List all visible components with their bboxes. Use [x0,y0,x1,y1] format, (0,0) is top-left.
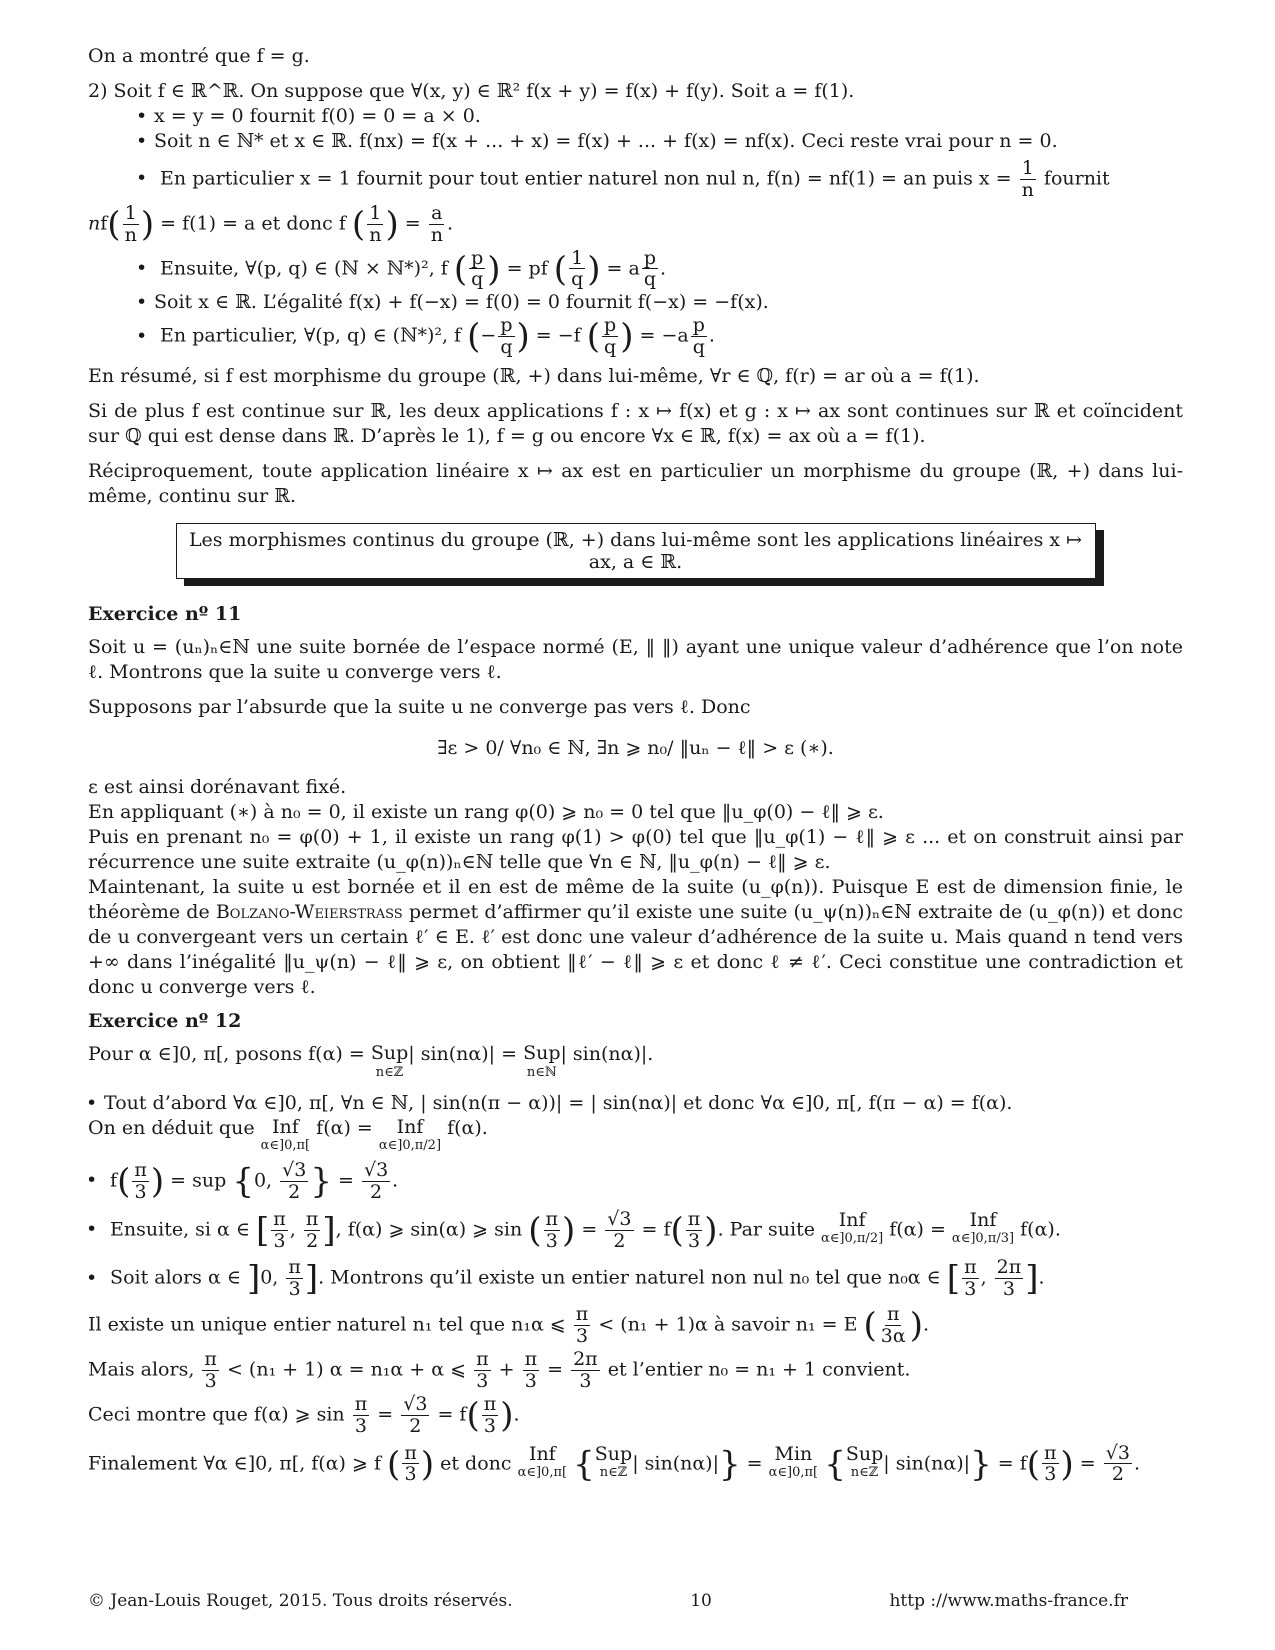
ex12-deduce-text: On en déduit que [88,1116,255,1139]
inf-operator-5: Inf [528,1442,556,1465]
q2-bullet-3-text-b: fournit [1043,167,1110,190]
ex11-line-1: ε est ainsi dorénavant fixé. [88,776,347,799]
ex12-line-1: Il existe un unique entier naturel n₁ tel que n₁α ⩽ $\frac{\pi}{3}$ < (n₁ + 1)α à savoir n₁ = E ( $\frac{\pi}{3\alpha}$ ). [88,1303,930,1348]
ex12-line-3: Ceci montre que f(α) ⩾ sin $\frac{\pi}{3}$ = $\frac{√3}{2}$ = f( $\frac{\pi}{3}$ ). [88,1392,520,1437]
footer-url[interactable]: http ://www.maths-france.fr [889,1591,1128,1611]
ex12-bullet-3-c: . Par suite [717,1218,815,1241]
ex12-bullet-4: • Soit alors α ∈ ]0, $\frac{\pi}{3}$ ]. Montrons qu’il existe un entier naturel non nul n₀ tel que n₀α ∈ [ $\frac{\pi}{3}$ , $\frac{2\pi}{3}$ ]. [88,1257,1183,1300]
domain-full-3: α∈]0,π[ [768,1465,819,1481]
ex11-line-4-a: Maintenant, la suite u est bornée et il en est de même de la suite (u_φ(n)). Puisque E est de dimension finie, le théorème de [88,876,1183,924]
page-content [88,44,1183,1624]
q2-bullet-6: • En particulier, ∀(p, q) ∈ (ℕ*)², f (− $\frac{p}{q}$ ) = −f ( $\frac{p}{q}$ ) = −a $\frac{p}{q}$ . [116,315,1183,358]
paragraph-conclusion-fg: On a montré que f = g. [88,45,310,67]
ex12-bullet-2: • f( $\frac{\pi}{3}$ ) = sup {0, $\frac{√3}{2}$ } = $\frac{√3}{2}$ . [88,1160,1183,1203]
q2-summary: En résumé, si f est morphisme du groupe (ℝ, +) dans lui-même, ∀r ∈ ℚ, f(r) = ar où a = f(1). [88,365,980,388]
question-2-intro: 2) Soit f ∈ ℝ^ℝ. On suppose que ∀(x, y) ∈ ℝ² f(x + y) = f(x) + f(y). Soit a = f(1). [88,80,855,102]
ex12-bullet-1: • Tout d’abord ∀α ∈]0, π[, ∀n ∈ ℕ, | sin(n(π − α))| = | sin(nα)| et donc ∀α ∈]0, π[, f(π − α) = f(α). [88,1091,1183,1116]
index-n-in-N: n∈ℕ [526,1064,557,1080]
index-n-in-Z: n∈ℤ [375,1064,404,1080]
ex11-line-3: Puis en prenant n₀ = φ(0) + 1, il existe un rang φ(1) > φ(0) tel que ‖u_φ(1) − ℓ‖ ⩾ ε ... et on construit ainsi par récurrence une suite extraite (u_φ(n))ₙ∈ℕ telle que ∀n ∈ ℕ, ‖u_φ(n) − ℓ‖ ⩾ ε. [88,826,1183,874]
ex12-line-2: Mais alors, $\frac{\pi}{3}$ < (n₁ + 1) α = n₁α + α ⩽ $\frac{\pi}{3}$ + $\frac{\pi}{3}$ = $\frac{2\pi}{3}$ et l’entier n₀ = n₁ + 1 convient. [88,1348,911,1392]
sup-operator: Sup [370,1042,409,1065]
sup-operator-4: Sup [845,1442,884,1465]
ex12-deduce: On en déduit que Inf α∈]0,π[ f(α) = Inf α∈]0,π/2] f(α). [88,1115,488,1154]
ex12-final-a: Finalement ∀α ∈]0, π[, f(α) ⩾ f [88,1451,381,1474]
sup-label: = sup [170,1169,227,1192]
ex11-equation: ∃ε > 0/ ∀n₀ ∈ ℕ, ∃n ⩾ n₀/ ‖uₙ − ℓ‖ > ε (∗). [437,737,834,760]
page-footer [88,1591,1128,1611]
ex12-definition: Pour α ∈]0, π[, posons f(α) = Sup n∈ℤ | sin(nα)| = Sup n∈ℕ | sin(nα)|. [88,1042,654,1080]
sup-operator-2: Sup [523,1042,561,1065]
inf-operator-4: Inf [969,1208,997,1231]
ex12-bullet-4-a: Soit alors α ∈ [110,1266,241,1289]
ex12-bullet-3-a: Ensuite, si α ∈ [110,1218,250,1241]
fraction-1-over-n: $\frac{1}{n}$ [1021,157,1034,201]
ex12-line-1-b: < (n₁ + 1)α à savoir n₁ = E [598,1313,858,1336]
exercise-12-title: Exercice nº 12 [88,1010,242,1033]
q2-bullet-3-text-c: = f(1) = a et donc f [160,212,346,235]
domain-half-2: α∈]0,π/2] [821,1231,884,1247]
q2-bullet-1: • x = y = 0 fournit f(0) = 0 = a × 0. [116,104,1183,129]
ex11-paragraph-2: Supposons par l’absurde que la suite u ne converge pas vers ℓ. Donc [88,696,751,719]
ex12-line-1-a: Il existe un unique entier naturel n₁ tel que n₁α ⩽ [88,1313,566,1336]
domain-half: α∈]0,π/2] [378,1138,442,1154]
q2-continuity: Si de plus f est continue sur ℝ, les deux applications f : x ↦ f(x) et g : x ↦ ax sont continues sur ℝ et coïncident sur ℚ qui est dense dans ℝ. D’après le 1), f = g ou encore ∀x ∈ ℝ, f(x) = ax où a = f(1). [88,400,1183,448]
f-alpha-4: f(α) [1020,1218,1055,1241]
ex12-line-3-text: Ceci montre que f(α) ⩾ sin [88,1403,345,1426]
ex12-bullet-3-b: , f(α) ⩾ sin(α) ⩾ sin [335,1218,523,1241]
abs-sin-term-2: | sin(nα)| [560,1043,648,1066]
q2-reciprocal: Réciproquement, toute application linéaire x ↦ ax est en particulier un morphisme du groupe (ℝ, +) dans lui-même, continu sur ℝ. [88,460,1183,508]
ex12-bullet-4-b: . Montrons qu’il existe un entier naturel non nul n₀ tel que n₀α ∈ [318,1266,941,1289]
ex12-line-2-c: et l’entier n₀ = n₁ + 1 convient. [607,1358,911,1381]
inf-operator-3: Inf [838,1208,866,1231]
q2-bullet-3 [116,158,1183,201]
q2-bullet-2: • Soit n ∈ ℕ* et x ∈ ℝ. f(nx) = f(x + ... + x) = f(x) + ... + f(x) = nf(x). Ceci reste vrai pour n = 0. [116,129,1183,154]
sup-operator-3: Sup [594,1442,633,1465]
domain-full: α∈]0,π[ [260,1138,311,1154]
footer-copyright: © Jean-Louis Rouget, 2015. Tous droits réservés. [88,1591,513,1611]
ex11-line-4 [88,875,1183,1000]
inf-operator-2: Inf [396,1115,424,1138]
f-alpha-2: f(α) [447,1116,482,1139]
ex12-line-2-a: Mais alors, [88,1358,195,1381]
boxed-result [176,523,1096,579]
bolzano-weierstrass: Bolzano-Weierstrass [215,901,403,924]
ex11-paragraph-1: Soit u = (uₙ)ₙ∈ℕ une suite bornée de l’espace normé (E, ‖ ‖) ayant une unique valeur d’adhérence que l’on note ℓ. Montrons que la suite u converge vers ℓ. [88,636,1183,684]
ex12-bullet-3: • Ensuite, si α ∈ [ $\frac{\pi}{3}$ , $\frac{\pi}{2}$ ], f(α) ⩾ sin(α) ⩾ sin ( $\frac{\pi}{3}$ ) = $\frac{√3}{2}$ = f( $\frac{\pi}{3}$ ). Par suite Inf α∈]0,π/2] f(α) = Inf α∈]0,π/3] f(α). [88,1209,1183,1252]
index-n-in-Z-2: n∈ℤ [599,1465,628,1481]
q2-bullet-3-continued: nf( $\frac{1}{n}$ ) = f(1) = a et donc f ( $\frac{1}{n}$ ) = $\frac{a}{n}$ . [88,201,453,246]
ex12-final-b: et donc [440,1451,512,1474]
min-operator: Min [774,1442,813,1465]
ex11-line-4-b: permet d’affirmer qu’il existe une suite (u_ψ(n))ₙ∈ℕ extraite de (u_φ(n)) et donc de u convergeant vers un certain ℓ′ ∈ E. ℓ′ est donc une valeur d’adhérence de la suite u. Mais quand n tend vers +∞ dans l’inégalité ‖u_ψ(n) − ℓ‖ ⩾ ε, on obtient ‖ℓ′ − ℓ‖ ⩾ ε et donc ℓ ≠ ℓ′. Ceci constitue une contradiction et donc u converge vers ℓ. [88,901,1183,999]
index-n-in-Z-3: n∈ℤ [850,1465,879,1481]
footer-page-number: 10 [690,1591,712,1611]
q2-bullet-4: • Ensuite, ∀(p, q) ∈ (ℕ × ℕ*)², f ( $\frac{p}{q}$ ) = pf ( $\frac{1}{q}$ ) = a $\frac{p}{q}$ . [116,248,1183,291]
ex12-definition-text: Pour α ∈]0, π[, posons f(α) = [88,1043,365,1066]
f-alpha-3: f(α) [889,1218,924,1241]
q2-bullet-5: • Soit x ∈ ℝ. L’égalité f(x) + f(−x) = f(0) = 0 fournit f(−x) = −f(x). [116,290,1183,315]
domain-third: α∈]0,π/3] [951,1231,1015,1247]
abs-sin-term: | sin(nα)| [408,1043,496,1066]
inf-operator: Inf [271,1115,299,1138]
f-alpha: f(α) [316,1116,351,1139]
q2-bullet-4-text: Ensuite, ∀(p, q) ∈ (ℕ × ℕ*)², f [160,256,448,279]
abs-sin-term-3: | sin(nα)| [632,1451,719,1474]
q2-bullet-3-text: En particulier x = 1 fournit pour tout entier naturel non nul n, f(n) = nf(1) = an puis x = [160,167,1012,190]
exercise-11-title: Exercice nº 11 [88,603,242,626]
boxed-result-text: Les morphismes continus du groupe (ℝ, +) dans lui-même sont les applications linéaires x ↦ ax, a ∈ ℝ. [176,523,1096,579]
abs-sin-term-4: | sin(nα)| [883,1451,971,1474]
domain-full-2: α∈]0,π[ [517,1465,568,1481]
q2-bullet-6-text: En particulier, ∀(p, q) ∈ (ℕ*)², f [160,324,462,347]
ex11-line-2: En appliquant (∗) à n₀ = 0, il existe un rang φ(0) ⩾ n₀ = 0 tel que ‖u_φ(0) − ℓ‖ ⩾ ε. [88,801,884,824]
ex12-line-2-b: < (n₁ + 1) α = n₁α + α ⩽ [226,1358,467,1381]
ex12-final: Finalement ∀α ∈]0, π[, f(α) ⩾ f ( $\frac{\pi}{3}$ ) et donc Inf α∈]0,π[ { Sup n∈ℤ | sin(nα)|} = Min α∈]0,π[ { Sup n∈ℤ | sin(nα)|} = f( $\frac{\pi}{3}$ ) = $\frac{√3}{2}$ . [88,1441,1141,1486]
